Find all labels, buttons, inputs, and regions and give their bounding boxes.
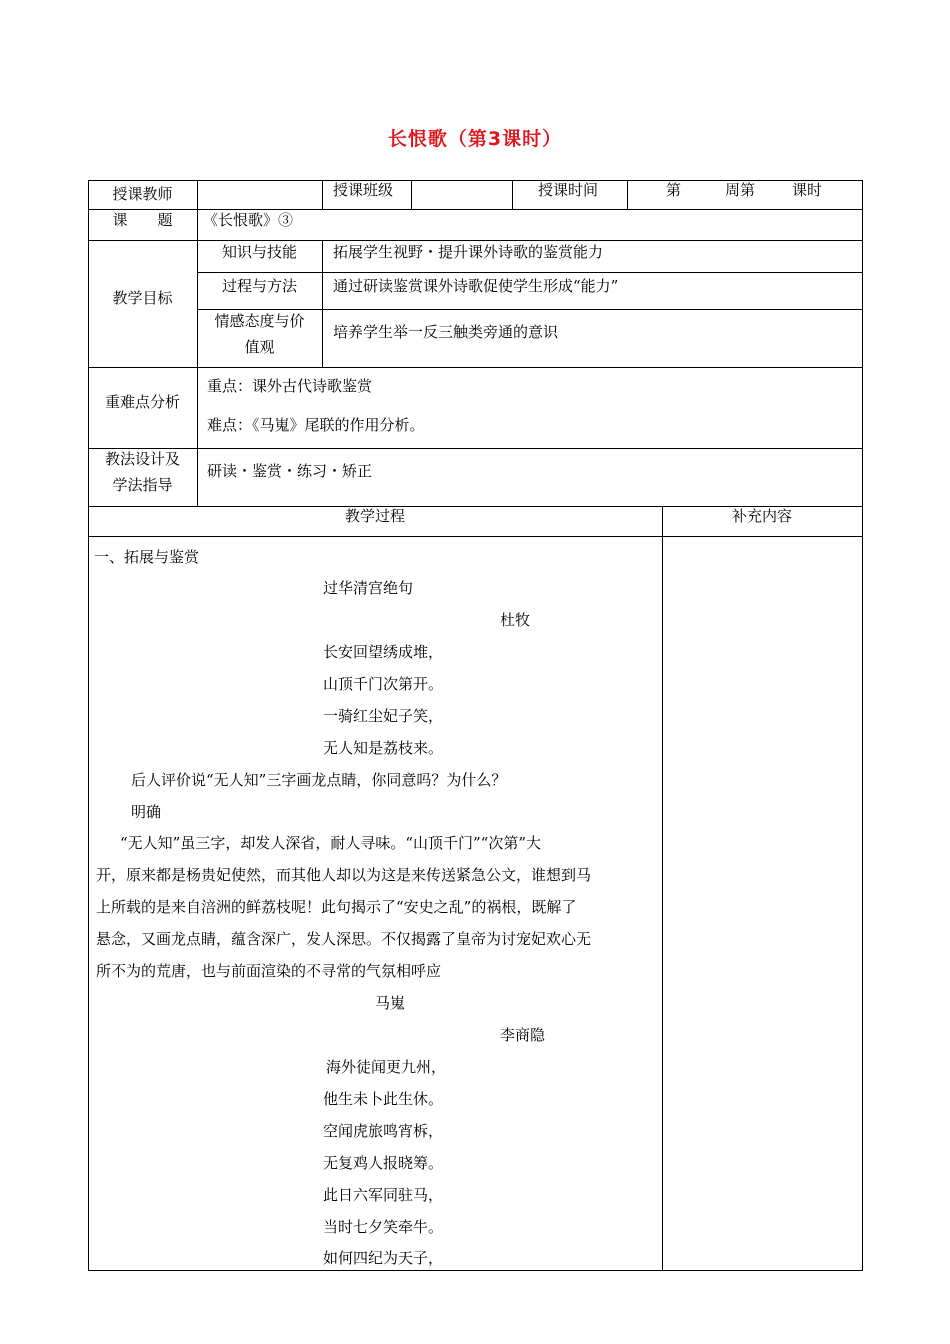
focus-key: 重点：课外古代诗歌鉴赏 <box>207 377 373 395</box>
poem2-title: 马嵬 <box>375 994 406 1012</box>
focus-label: 重难点分析 <box>104 393 180 411</box>
week-prefix: 第 <box>666 181 682 199</box>
class-label: 授课班级 <box>333 181 394 199</box>
goal-value-attitude: 培养学生举一反三触类旁通的意识 <box>333 323 559 341</box>
focus-difficulty: 难点：《马嵬》尾联的作用分析。 <box>207 416 425 434</box>
time-label: 授课时间 <box>538 181 599 199</box>
answer-line: 悬念，又画龙点睛，蕴含深广，发人深思。不仅揭露了皇帝为讨宠妃欢心无 <box>96 930 592 948</box>
answer-label: 明确 <box>131 803 162 821</box>
page-title: 长恨歌（第3课时） <box>387 128 563 150</box>
question: 后人评价说“无人知”三字画龙点睛，你同意吗？为什么？ <box>131 771 507 789</box>
method-label-2: 学法指导 <box>112 476 173 494</box>
poem2-line: 此日六军同驻马， <box>323 1186 444 1204</box>
poem1-line: 一骑红尘妃子笑， <box>323 707 444 725</box>
method-label-1: 教法设计及 <box>104 450 180 468</box>
poem2-line: 他生未卜此生休。 <box>323 1090 444 1108</box>
poem1-line: 山顶千门次第开。 <box>323 675 444 693</box>
goal-label-knowledge: 知识与技能 <box>221 243 297 261</box>
topic-value: 《长恨歌》③ <box>203 211 294 229</box>
goal-label-attitude-2: 值观 <box>244 338 275 356</box>
goals-label: 教学目标 <box>112 289 173 307</box>
section-heading: 一、拓展与鉴赏 <box>94 548 200 566</box>
method-value: 研读・鉴赏・练习・矫正 <box>207 462 373 480</box>
poem2-line: 海外徒闻更九州， <box>326 1058 447 1076</box>
poem2-line: 当时七夕笑牵牛。 <box>323 1218 444 1236</box>
answer-line: 所不为的荒唐，也与前面渲染的不寻常的气氛相呼应 <box>96 962 442 980</box>
process-header: 教学过程 <box>344 507 405 525</box>
period-suffix: 课时 <box>792 181 823 199</box>
poem2-line: 空闻虎旅鸣宵柝， <box>323 1122 444 1140</box>
poem2-line: 如何四纪为天子， <box>323 1249 444 1267</box>
poem1-author: 杜牧 <box>500 611 531 629</box>
supplement-header: 补充内容 <box>731 507 792 525</box>
poem1-line: 无人知是荔枝来。 <box>323 739 444 757</box>
goal-value-process: 通过研读鉴赏课外诗歌促使学生形成“能力” <box>333 277 619 295</box>
goal-label-attitude-1: 情感态度与价 <box>214 312 305 330</box>
week-mid: 周第 <box>725 181 756 199</box>
poem2-line: 无复鸡人报晓筹。 <box>323 1154 444 1172</box>
poem1-line: 长安回望绣成堆， <box>323 643 444 661</box>
answer-line: “无人知”虽三字，却发人深省，耐人寻味。“山顶千门”“次第”大 <box>120 834 542 852</box>
teacher-label: 授课教师 <box>112 185 173 203</box>
answer-line: 开，原来都是杨贵妃使然，而其他人却以为这是来传送紧急公文，谁想到马 <box>96 866 592 884</box>
goal-value-knowledge: 拓展学生视野・提升课外诗歌的鉴赏能力 <box>333 243 604 261</box>
goal-label-process: 过程与方法 <box>221 277 297 295</box>
poem1-title: 过华清宫绝句 <box>323 579 414 597</box>
poem2-author: 李商隐 <box>500 1026 546 1044</box>
answer-line: 上所载的是来自涪洲的鲜荔枝呢！此句揭示了“安史之乱”的祸根，既解了 <box>96 898 577 916</box>
topic-label: 课 题 <box>112 211 173 229</box>
